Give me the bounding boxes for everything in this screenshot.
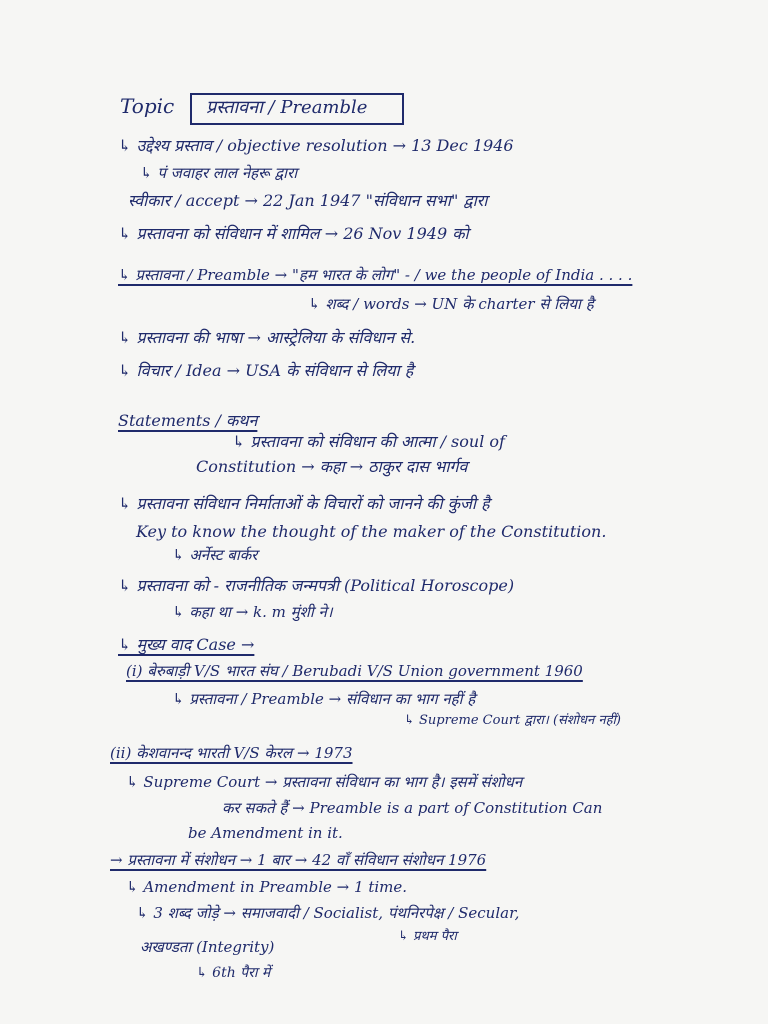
note-line: ↳ प्रस्तावना / Preamble → संविधान का भाग नहीं है [172, 690, 476, 708]
section-heading: ↳ मुख्य वाद Case → [118, 635, 255, 654]
note-line: ↳ पं जवाहर लाल नेहरू द्वारा [140, 164, 298, 182]
note-line: ↳ विचार / Idea → USA के संविधान से लिया है [118, 361, 414, 380]
note-line: ↳ प्रस्तावना को - राजनीतिक जन्मपत्री (Political Horoscope) [118, 576, 515, 595]
note-line: ↳ प्रस्तावना को संविधान में शामिल → 26 Nov 1949 को [118, 224, 469, 243]
note-line: Constitution → कहा → ठाकुर दास भार्गव [196, 457, 468, 476]
note-line: ↳ अर्नेस्ट बार्कर [172, 546, 258, 564]
note-line: Key to know the thought of the maker of the Constitution. [136, 522, 607, 541]
note-line: be Amendment in it. [188, 824, 343, 842]
note-line: ↳ कहा था → k. m मुंशी ने। [172, 603, 333, 621]
note-line: ↳ प्रस्तावना संविधान निर्माताओं के विचारों को जानने की कुंजी है [118, 494, 490, 513]
note-line: ↳ Supreme Court द्वारा। (संशोधन नहीं) [404, 713, 621, 728]
topic-title: प्रस्तावना / Preamble [206, 97, 368, 118]
note-line: ↳ 6th पैरा में [196, 965, 271, 981]
note-line: ↳ Amendment in Preamble → 1 time. [126, 878, 408, 896]
note-line: ↳ प्रथम पैरा [398, 929, 457, 944]
note-line: ↳ शब्द / words → UN के charter से लिया है [308, 295, 594, 313]
note-line: (i) बेरुबाड़ी V/S भारत संघ / Berubadi V/S Union government 1960 [126, 662, 583, 680]
note-line: (ii) केशवानन्द भारती V/S केरल → 1973 [110, 744, 353, 762]
note-line: स्वीकार / accept → 22 Jan 1947 "संविधान सभा" द्वारा [128, 191, 488, 210]
note-line: ↳ 3 शब्द जोड़े → समाजवादी / Socialist, पंथनिरपेक्ष / Secular, [136, 904, 520, 922]
note-line: ↳ प्रस्तावना को संविधान की आत्मा / soul of [232, 432, 505, 451]
note-line: ↳ प्रस्तावना / Preamble → "हम भारत के लोग" - / we the people of India . . . . [118, 266, 633, 284]
topic-label: Topic [120, 94, 175, 118]
note-line: ↳ Supreme Court → प्रस्तावना संविधान का भाग है। इसमें संशोधन [126, 773, 523, 791]
note-line: ↳ उद्देश्य प्रस्ताव / objective resolution → 13 Dec 1946 [118, 136, 514, 155]
note-line: → प्रस्तावना में संशोधन → 1 बार → 42 वाँ संविधान संशोधन 1976 [110, 851, 487, 869]
note-line: कर सकते हैं → Preamble is a part of Constitution Can [222, 799, 603, 817]
section-heading: Statements / कथन [118, 411, 258, 430]
note-line: ↳ प्रस्तावना की भाषा → आस्ट्रेलिया के संविधान से. [118, 328, 416, 347]
note-line: अखण्डता (Integrity) [140, 938, 275, 956]
